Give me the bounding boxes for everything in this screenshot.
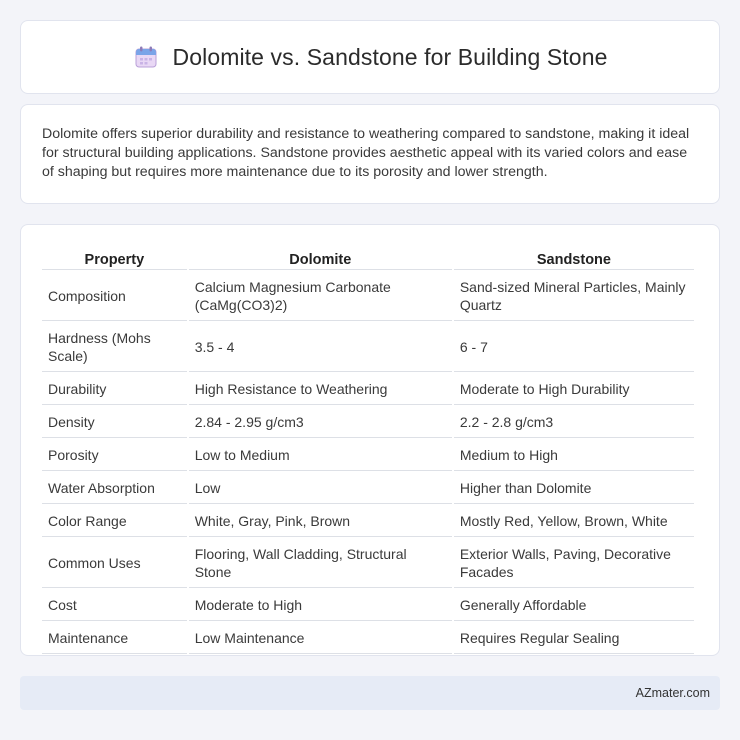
property-cell: Common Uses bbox=[42, 539, 187, 588]
table-row bbox=[42, 473, 694, 504]
table-row bbox=[42, 323, 694, 372]
table-row bbox=[42, 539, 694, 588]
sandstone-cell: 6 - 7 bbox=[454, 323, 694, 372]
sandstone-cell: Mostly Red, Yellow, Brown, White bbox=[454, 506, 694, 537]
table-header-row bbox=[42, 247, 694, 270]
header-sandstone: Sandstone bbox=[454, 247, 694, 270]
sandstone-cell: Higher than Dolomite bbox=[454, 473, 694, 504]
sandstone-cell: Exterior Walls, Paving, Decorative Facades bbox=[454, 539, 694, 588]
sandstone-cell: Requires Regular Sealing bbox=[454, 623, 694, 654]
property-cell: Cost bbox=[42, 590, 187, 621]
dolomite-cell: Calcium Magnesium Carbonate (CaMg(CO3)2) bbox=[189, 272, 452, 321]
header-dolomite: Dolomite bbox=[189, 247, 452, 270]
dolomite-cell: 3.5 - 4 bbox=[189, 323, 452, 372]
table-row bbox=[42, 272, 694, 321]
table-row bbox=[42, 506, 694, 537]
property-cell: Water Absorption bbox=[42, 473, 187, 504]
footer-site-link[interactable]: AZmater.com bbox=[635, 686, 710, 700]
dolomite-cell: Moderate to High bbox=[189, 590, 452, 621]
table-row bbox=[42, 407, 694, 438]
sandstone-cell: 2.2 - 2.8 g/cm3 bbox=[454, 407, 694, 438]
property-cell: Density bbox=[42, 407, 187, 438]
comparison-table-card bbox=[20, 224, 720, 656]
property-cell: Maintenance bbox=[42, 623, 187, 654]
table-row bbox=[42, 623, 694, 654]
dolomite-cell: 2.84 - 2.95 g/cm3 bbox=[189, 407, 452, 438]
header-property: Property bbox=[42, 247, 187, 270]
property-cell: Composition bbox=[42, 272, 187, 321]
property-cell: Color Range bbox=[42, 506, 187, 537]
footer bbox=[20, 676, 720, 710]
calendar-icon bbox=[133, 44, 159, 70]
property-cell: Porosity bbox=[42, 440, 187, 471]
summary-text: Dolomite offers superior durability and resistance to weathering compared to sandstone, making it ideal for structural building applications. Sandstone provides aesthetic appeal with its varied colors and ease of shaping but requires more maintenance due to its porosity and lower strength. bbox=[42, 126, 690, 180]
page-title: Dolomite vs. Sandstone for Building Stone bbox=[172, 43, 608, 70]
table-row bbox=[42, 590, 694, 621]
sandstone-cell: Moderate to High Durability bbox=[454, 374, 694, 405]
dolomite-cell: Flooring, Wall Cladding, Structural Stone bbox=[189, 539, 452, 588]
comparison-table bbox=[40, 245, 696, 656]
sandstone-cell: Medium to High bbox=[454, 440, 694, 471]
dolomite-cell: Low Maintenance bbox=[189, 623, 452, 654]
sandstone-cell: Generally Affordable bbox=[454, 590, 694, 621]
property-cell: Hardness (Mohs Scale) bbox=[42, 323, 187, 372]
summary-card bbox=[20, 104, 720, 204]
dolomite-cell: High Resistance to Weathering bbox=[189, 374, 452, 405]
dolomite-cell: Low bbox=[189, 473, 452, 504]
sandstone-cell: Sand-sized Mineral Particles, Mainly Quartz bbox=[454, 272, 694, 321]
property-cell: Durability bbox=[42, 374, 187, 405]
table-row bbox=[42, 374, 694, 405]
dolomite-cell: Low to Medium bbox=[189, 440, 452, 471]
dolomite-cell: White, Gray, Pink, Brown bbox=[189, 506, 452, 537]
title-card bbox=[20, 20, 720, 94]
table-row bbox=[42, 440, 694, 471]
